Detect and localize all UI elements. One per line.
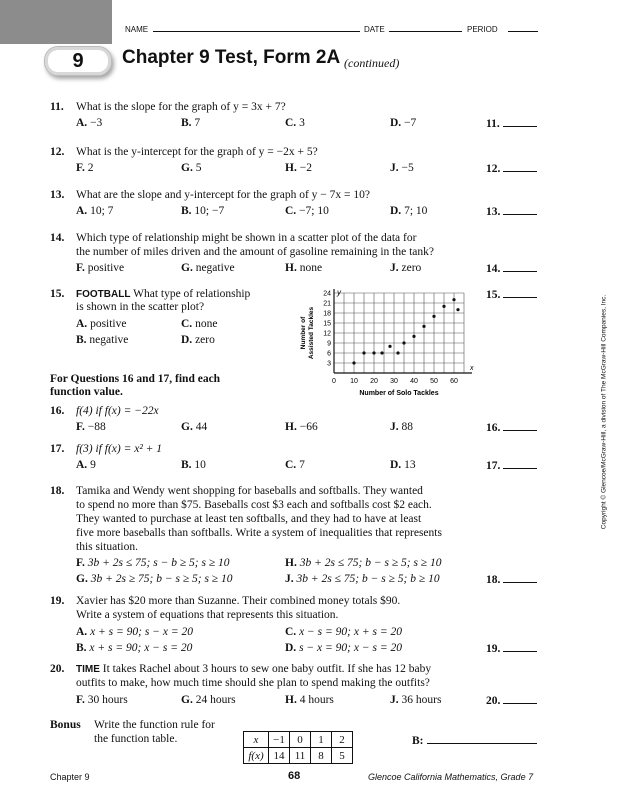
data-point	[362, 351, 365, 354]
question-number: 11.	[50, 101, 64, 113]
y-tick-label: 9	[327, 340, 331, 348]
name-line[interactable]	[153, 31, 360, 32]
table-cell: 14	[269, 748, 290, 764]
table-cell: −1	[269, 732, 290, 748]
option-c[interactable]: C. 3	[285, 117, 305, 129]
data-point	[412, 335, 415, 338]
option-j[interactable]: J. 88	[390, 421, 413, 433]
question-text: is shown in the scatter plot?	[76, 301, 205, 313]
data-point	[452, 298, 455, 301]
table-cell: 1	[311, 732, 332, 748]
option-f[interactable]: F. 2	[76, 162, 94, 174]
option-d[interactable]: D. 7; 10	[390, 205, 428, 217]
option-b[interactable]: B. negative	[76, 334, 129, 346]
question-number: 20.	[50, 663, 65, 675]
y-axis-letter: y	[337, 288, 341, 297]
answer-12[interactable]: 12.	[486, 161, 537, 175]
scatter-plot	[292, 285, 482, 403]
y-tick-label: 21	[323, 300, 331, 308]
question-text: What is the slope for the graph of y = 3x + 7?	[76, 101, 286, 113]
option-f[interactable]: F. 3b + 2s ≤ 75; s − b ≥ 5; s ≥ 10	[76, 557, 230, 569]
question-number: 18.	[50, 485, 65, 497]
table-row-fx	[244, 748, 353, 764]
question-text: They wanted to purchase at least ten softballs, and they had to have at least	[76, 513, 422, 525]
question-text: Xavier has $20 more than Suzanne. Their combined money totals $90.	[76, 595, 401, 607]
question-number: 16.	[50, 405, 65, 417]
x-tick-label: 50	[430, 378, 438, 385]
answer-14[interactable]: 14.	[486, 261, 537, 275]
option-c[interactable]: C. none	[181, 318, 218, 330]
y-tick-label: 12	[323, 330, 331, 338]
option-f[interactable]: F. 30 hours	[76, 694, 128, 706]
option-a[interactable]: A. −3	[76, 117, 103, 129]
bonus-answer[interactable]: B:	[412, 733, 537, 747]
option-c[interactable]: C. x − s = 90; x + s = 20	[285, 626, 402, 638]
option-b[interactable]: B. 7	[181, 117, 201, 129]
option-a[interactable]: A. 10; 7	[76, 205, 114, 217]
instructions-line: For Questions 16 and 17, find each	[50, 373, 221, 385]
question-text: Which type of relationship might be shown in a scatter plot of the data for	[76, 232, 417, 244]
date-label: DATE	[364, 25, 385, 34]
option-g[interactable]: G. negative	[181, 262, 235, 274]
y-tick-label: 3	[327, 360, 331, 368]
y-tick-label: 6	[327, 350, 331, 358]
table-header-fx: f(x)	[244, 748, 269, 764]
x-tick-label: 30	[390, 378, 398, 385]
option-j[interactable]: J. 3b + 2s ≤ 75; b − s ≥ 5; b ≥ 10	[285, 573, 440, 585]
data-point	[372, 351, 375, 354]
x-tick-label: 0	[332, 378, 336, 385]
footer-book-title: Glencoe California Mathematics, Grade 7	[368, 772, 534, 782]
option-c[interactable]: C. 7	[285, 459, 305, 471]
option-d[interactable]: D. 13	[390, 459, 416, 471]
answer-18[interactable]: 18.	[486, 572, 537, 586]
question-text: outfits to make, how much time should she plan to spend making the outfits?	[76, 677, 430, 689]
table-cell: 0	[290, 732, 311, 748]
option-h[interactable]: H. none	[285, 262, 323, 274]
answer-17[interactable]: 17.	[486, 458, 537, 472]
footer-chapter: Chapter 9	[50, 772, 90, 782]
table-row-x	[244, 732, 353, 748]
question-text-line	[76, 662, 431, 677]
option-h[interactable]: H. −66	[285, 421, 318, 433]
question-text: five more baseballs than softballs. Write a system of inequalities that represents	[76, 527, 442, 539]
table-cell: 2	[332, 732, 353, 748]
data-point	[402, 341, 405, 344]
question-number: 14.	[50, 232, 65, 244]
table-cell: 11	[290, 748, 311, 764]
bonus-text: the function table.	[94, 733, 178, 745]
option-a[interactable]: A. positive	[76, 318, 127, 330]
question-text: What are the slope and y-intercept for the graph of y − 7x = 10?	[76, 189, 370, 201]
option-j[interactable]: J. 36 hours	[390, 694, 442, 706]
chapter-tab-background	[0, 0, 112, 44]
continued-note: (continued)	[344, 56, 400, 70]
question-number: 17.	[50, 443, 65, 455]
x-tick-label: 10	[350, 378, 358, 385]
table-header-x: x	[244, 732, 269, 748]
data-point	[456, 308, 459, 311]
y-tick-label: 24	[323, 290, 331, 298]
question-number: 12.	[50, 146, 65, 158]
question-text: to spend no more than $75. Baseballs cost $3 each and softballs cost $2 each.	[76, 499, 432, 511]
y-tick-label: 18	[323, 310, 331, 318]
x-tick-label: 40	[410, 378, 418, 385]
option-g[interactable]: G. 3b + 2s ≥ 75; b − s ≥ 5; s ≥ 10	[76, 573, 233, 585]
option-h[interactable]: H. 4 hours	[285, 694, 334, 706]
question-number: 13.	[50, 189, 65, 201]
data-point	[388, 345, 391, 348]
option-f[interactable]: F. positive	[76, 262, 125, 274]
topic-label: TIME	[76, 664, 100, 675]
option-b[interactable]: B. 10; −7	[181, 205, 225, 217]
option-f[interactable]: F. −88	[76, 421, 106, 433]
option-d[interactable]: D. zero	[181, 334, 215, 346]
answer-19[interactable]: 19.	[486, 641, 537, 655]
answer-20[interactable]: 20.	[486, 693, 537, 707]
data-point	[432, 315, 435, 318]
option-h[interactable]: H. 3b + 2s ≤ 75; b − s ≥ 5; s ≥ 10	[285, 557, 442, 569]
option-g[interactable]: G. 5	[181, 162, 202, 174]
data-point	[352, 361, 355, 364]
x-tick-label: 60	[450, 378, 458, 385]
question-text: f(4) if f(x) = −22x	[76, 405, 159, 417]
option-c[interactable]: C. −7; 10	[285, 205, 329, 217]
option-h[interactable]: H. −2	[285, 162, 312, 174]
x-axis-letter: x	[470, 365, 474, 372]
data-point	[380, 351, 383, 354]
table-cell: 8	[311, 748, 332, 764]
answer-16[interactable]: 16.	[486, 420, 537, 434]
x-axis-title: Number of Solo Tackles	[359, 390, 439, 397]
question-text: Write a system of equations that represents this situation.	[76, 609, 339, 621]
question-text: f(3) if f(x) = x² + 1	[76, 443, 163, 455]
question-number: 15.	[50, 288, 65, 300]
table-cell: 5	[332, 748, 353, 764]
question-text: this situation.	[76, 541, 138, 553]
question-number: 19.	[50, 595, 65, 607]
question-text: What type of relationship	[133, 288, 251, 300]
chapter-badge: 9	[44, 46, 112, 76]
question-text: It takes Rachel about 3 hours to sew one baby outfit. If she has 12 baby	[102, 663, 432, 675]
date-line[interactable]	[389, 31, 462, 32]
answer-13[interactable]: 13.	[486, 204, 537, 218]
instructions-line: function value.	[50, 386, 123, 398]
option-d[interactable]: D. −7	[390, 117, 417, 129]
topic-label: FOOTBALL	[76, 289, 131, 300]
name-label: NAME	[125, 25, 149, 34]
question-text: What is the y-intercept for the graph of y = −2x + 5?	[76, 146, 318, 158]
question-text: the number of miles driven and the amount of gasoline remaining in the tank?	[76, 246, 434, 258]
question-text: Tamika and Wendy went shopping for baseballs and softballs. They wanted	[76, 485, 423, 497]
copyright-sidebar: Copyright © Glencoe/McGraw-Hill, a division of The McGraw-Hill Companies, Inc.	[600, 294, 608, 530]
y-axis-title: Number of	[300, 316, 307, 350]
option-j[interactable]: J. zero	[390, 262, 422, 274]
option-a[interactable]: A. x + s = 90; s − x = 20	[76, 626, 193, 638]
option-b[interactable]: B. 10	[181, 459, 206, 471]
function-table	[243, 731, 353, 764]
period-line[interactable]	[508, 31, 538, 32]
answer-11[interactable]: 11.	[486, 116, 537, 130]
page-title: Chapter 9 Test, Form 2A	[122, 47, 341, 68]
option-j[interactable]: J. −5	[390, 162, 414, 174]
option-g[interactable]: G. 24 hours	[181, 694, 236, 706]
x-tick-label: 20	[370, 378, 378, 385]
page-number: 68	[288, 770, 301, 782]
data-point	[442, 305, 445, 308]
bonus-label: Bonus	[50, 719, 81, 731]
y-axis-title: Assisted Tackles	[308, 306, 315, 360]
option-d[interactable]: D. s − x = 90; x − s = 20	[285, 642, 402, 654]
option-g[interactable]: G. 44	[181, 421, 208, 433]
data-point	[396, 351, 399, 354]
bonus-text: Write the function rule for	[94, 719, 215, 731]
period-label: PERIOD	[467, 25, 498, 34]
answer-15[interactable]: 15.	[486, 287, 537, 301]
option-b[interactable]: B. x + s = 90; x − s = 20	[76, 642, 193, 654]
option-a[interactable]: A. 9	[76, 459, 96, 471]
data-point	[422, 325, 425, 328]
y-tick-label: 15	[323, 320, 331, 328]
